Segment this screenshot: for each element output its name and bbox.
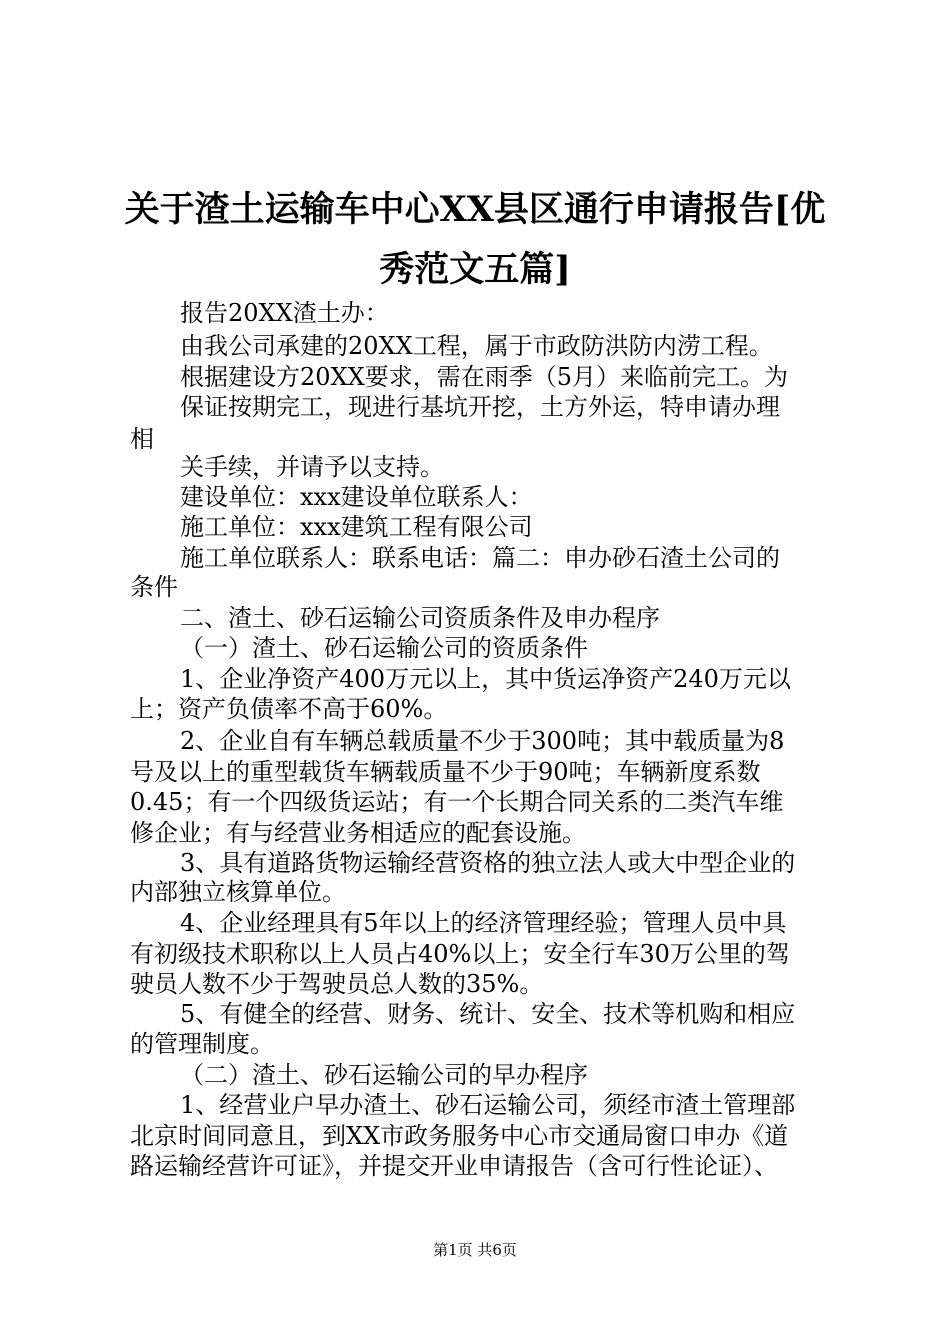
body-line: 4、企业经理具有5年以上的经济管理经验；管理人员中具 [180,909,787,937]
body-line: 根据建设方20XX要求，需在雨季（5月）来临前完工。为 [180,363,788,391]
body-line: 有初级技术职称以上人员占40%以上；安全行车30万公里的驾 [130,940,790,968]
body-line: 条件 [130,573,178,601]
body-line: 3、具有道路货物运输经营资格的独立法人或大中型企业的 [180,849,796,877]
body-line: 相 [130,425,154,453]
body-line: 北京时间同意且，到XX市政务服务中心市交通局窗口申办《道 [130,1122,789,1150]
body-line: 内部独立核算单位。 [130,878,346,906]
body-line: 驶员人数不少于驾驶员总人数的35%。 [130,970,544,998]
body-line: 关手续，并请予以支持。 [180,453,444,481]
page-footer: 第1页 共6页 [433,1241,517,1259]
body-line: 保证按期完工，现进行基坑开挖，土方外运，特申请办理 [180,393,780,421]
body-line: 0.45；有一个四级货运站；有一个长期合同关系的二类汽车维 [130,788,784,816]
body-line: 2、企业自有车辆总载质量不少于300吨；其中载质量为8 [180,727,785,755]
document-title-line-1: 关于渣土运输车中心XX县区通行申请报告[优 [124,189,826,230]
section-heading: 二、渣土、砂石运输公司资质条件及申办程序 [180,604,660,632]
body-line: 5、有健全的经营、财务、统计、安全、技术等机购和相应 [180,1000,796,1028]
body-line: 的管理制度。 [130,1030,274,1058]
sub-heading: （一）渣土、砂石运输公司的资质条件 [180,634,588,662]
body-line: 上；资产负债率不高于60%。 [130,695,448,723]
body-line: 报告20XX渣土办： [180,299,389,327]
body-line: 1、经营业户早办渣土、砂石运输公司，须经市渣土管理部 [180,1091,796,1119]
body-line: 号及以上的重型载货车辆载质量不少于90吨；车辆新度系数 [130,758,761,786]
body-line: 路运输经营许可证》，并提交开业申请报告（含可行性论证）、 [130,1152,778,1180]
body-line: 施工单位联系人：联系电话：篇二：申办砂石渣土公司的 [180,544,780,572]
body-line: 1、企业净资产400万元以上，其中货运净资产240万元以 [180,665,791,693]
document-title-line-2: 秀范文五篇] [379,249,571,290]
sub-heading: （二）渣土、砂石运输公司的早办程序 [180,1061,588,1089]
body-line: 施工单位：xxx建筑工程有限公司 [180,513,533,541]
body-line: 建设单位：xxx建设单位联系人： [180,483,533,511]
body-line: 修企业；有与经营业务相适应的配套设施。 [130,819,586,847]
body-line: 由我公司承建的20XX工程，属于市政防洪防内涝工程。 [180,332,773,360]
